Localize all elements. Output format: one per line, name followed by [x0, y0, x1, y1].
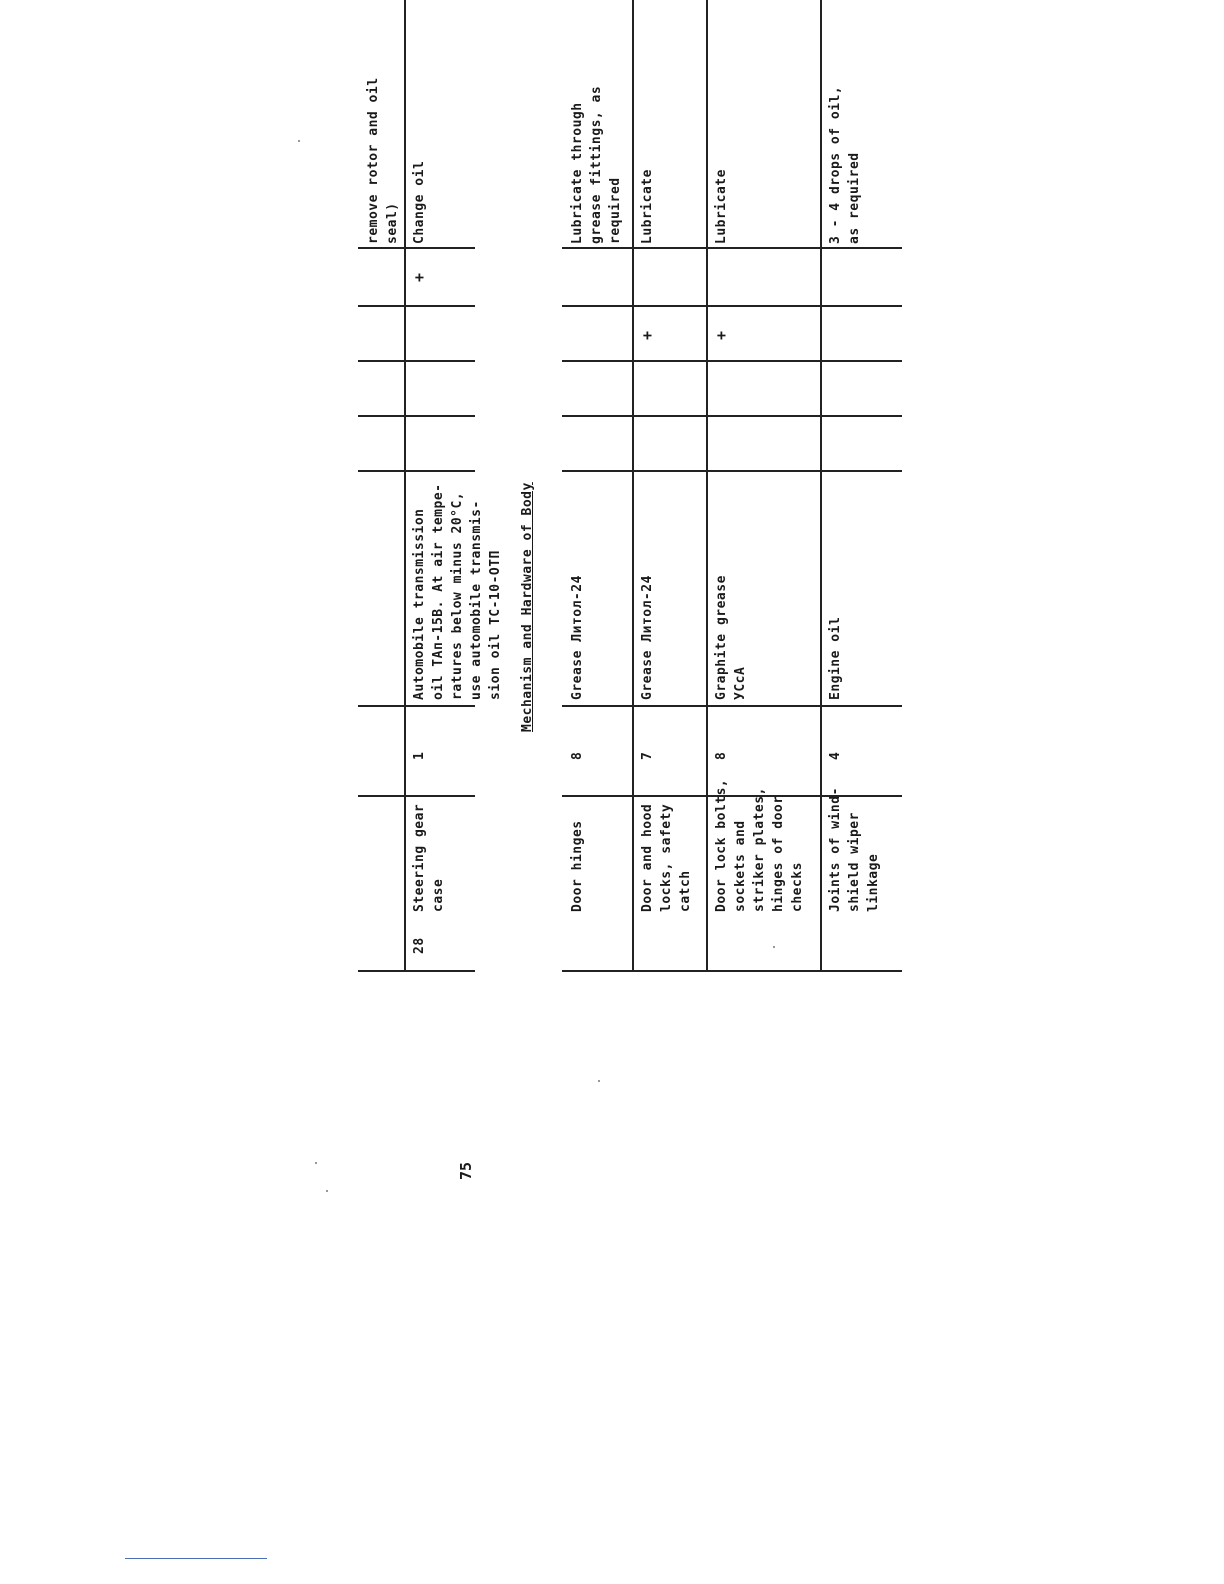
table-rule [562, 471, 902, 473]
lubricant: Grease Литол-24 [640, 575, 655, 700]
periodicity-mark: + [712, 330, 730, 340]
lubrication-point: Door lock bolts, sockets and striker plates, hinges of door checks [714, 778, 805, 912]
lubricant: Graphite grease УСсА [714, 575, 748, 700]
section-heading: Mechanism and Hardware of Body [520, 482, 535, 732]
lubricant: Engine oil [828, 616, 843, 700]
page-number: 75 [457, 1161, 476, 1181]
table-rule [358, 796, 475, 798]
table-rule [358, 306, 475, 308]
table-rule [562, 706, 902, 708]
quantity: 7 [640, 751, 655, 760]
lubricant: Automobile transmission oil ТАп-15В. At air tempe- ratures below minus 20°C, use automobile transmis- sion oil ТС-10-ОТП [412, 483, 503, 700]
quantity: 4 [828, 751, 843, 760]
table-rule [562, 306, 902, 308]
footer-rule [125, 1558, 267, 1559]
table-rule [358, 471, 475, 473]
table-rule [358, 361, 475, 363]
table-rule [358, 706, 475, 708]
quantity: 1 [412, 751, 427, 760]
periodicity-mark: + [410, 272, 428, 282]
operation: Change oil [412, 160, 427, 244]
table-rule [358, 248, 475, 250]
quantity: 8 [570, 751, 585, 760]
lubrication-point: Steering gear case [412, 803, 446, 912]
quantity: 8 [714, 751, 729, 760]
rotated-lubrication-table [292, 0, 932, 972]
scan-speck [598, 1080, 600, 1082]
operation: Lubricate [714, 169, 729, 244]
table-rule [562, 416, 902, 418]
scan-speck [315, 1162, 317, 1164]
row-number: 28 [412, 937, 427, 954]
scan-speck [326, 1190, 328, 1192]
table-rule [562, 971, 902, 973]
table-rule [404, 0, 406, 972]
scan-speck [298, 140, 300, 142]
table-rule [562, 248, 902, 250]
lubrication-point: Joints of wind- shield wiper linkage [828, 787, 881, 912]
table-rule [358, 416, 475, 418]
table-rule [820, 0, 822, 972]
table-rule [358, 971, 475, 973]
lubrication-point: Door and hood locks, safety catch [640, 803, 693, 912]
lubrication-point: Door hinges [570, 820, 585, 912]
periodicity-mark: + [638, 330, 656, 340]
operation: Lubricate [640, 169, 655, 244]
table-rule [706, 0, 708, 972]
table-rule [632, 0, 634, 972]
operation: Lubricate through grease fittings, as required [570, 85, 623, 244]
continuation-operation: remove rotor and oil seal) [366, 77, 400, 244]
operation: 3 - 4 drops of oil, as required [828, 85, 862, 244]
table-rule [562, 361, 902, 363]
scan-speck [773, 946, 775, 948]
lubricant: Grease Литол-24 [570, 575, 585, 700]
